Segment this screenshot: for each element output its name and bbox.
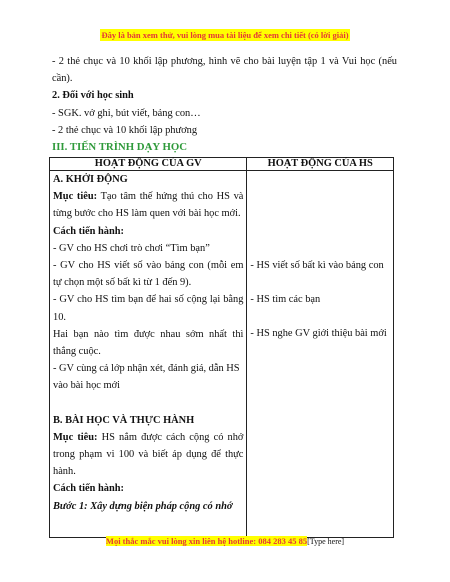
part-a-method-label: Cách tiến hành: bbox=[53, 225, 125, 237]
part-a-goal bbox=[53, 188, 243, 222]
hs-step-2: - HS tìm các bạn bbox=[250, 294, 321, 306]
gv-step-4: Hai bạn nào tìm được nhau sớm nhất thì thắng cuộc. bbox=[53, 328, 244, 358]
hs-step-3: - HS nghe GV giới thiệu bài mới bbox=[250, 328, 387, 340]
part-b-step-1: Bước 1: Xây dựng biện pháp cộng có nhớ bbox=[53, 500, 233, 512]
part-a-title: A. KHỞI ĐỘNG bbox=[53, 174, 128, 185]
part-b-title: B. BÀI HỌC VÀ THỰC HÀNH bbox=[53, 414, 195, 426]
gv-step-5: - GV cùng cả lớp nhận xét, đánh giá, dẫn HS vào bài học mới bbox=[53, 363, 240, 392]
footer-placeholder: [Type here] bbox=[307, 537, 345, 546]
footer-banner bbox=[0, 536, 450, 546]
materials-line-3: - 2 thẻ chục và 10 khối lập phương bbox=[52, 124, 198, 136]
hs-activities-cell bbox=[247, 171, 394, 538]
header-banner-text: Đây là bản xem thử, vui lòng mua tài liệu để xem chi tiết (có lời giải) bbox=[101, 30, 349, 40]
hs-column-header: HOẠT ĐỘNG CỦA HS bbox=[247, 158, 394, 171]
hs-step-1: - HS viết số bất kì vào bảng con bbox=[250, 260, 384, 271]
document-body bbox=[52, 53, 397, 156]
materials-line-1: - 2 thẻ chục và 10 khối lập phương, hình vẽ cho bài luyện tập 1 và Vui học (nếu cần). bbox=[52, 56, 397, 85]
table-row bbox=[50, 171, 394, 538]
footer-hotline: Mọi thắc mắc vui lòng xin liên hệ hotline: 084 283 45 85 bbox=[105, 536, 308, 546]
gv-activities-cell bbox=[50, 171, 247, 538]
table-header-row bbox=[50, 158, 394, 171]
student-materials-heading: 2. Đối với học sinh bbox=[52, 90, 134, 102]
gv-column-header: HOẠT ĐỘNG CỦA GV bbox=[50, 158, 247, 171]
goal-label: Mục tiêu: bbox=[53, 431, 98, 443]
goal-text: HS nắm được cách cộng có nhớ trong phạm vi 100 và biết áp dụng để thực hành. bbox=[53, 431, 244, 478]
part-b-goal bbox=[53, 429, 243, 481]
gv-step-1: - GV cho HS chơi trò chơi “Tìm bạn” bbox=[53, 242, 210, 254]
section-heading: III. TIẾN TRÌNH DẠY HỌC bbox=[52, 141, 188, 154]
gv-step-3: - GV cho HS tìm bạn để hai số cộng lại bằng 10. bbox=[53, 294, 244, 323]
lesson-plan-table bbox=[49, 157, 394, 538]
gv-step-2: - GV cho HS viết số vào bảng con (mỗi em tự chọn một số bất kì từ 1 đến 9). bbox=[53, 260, 244, 289]
materials-line-2: - SGK. vở ghi, bút viết, bảng con… bbox=[52, 107, 201, 119]
goal-label: Mục tiêu: bbox=[53, 191, 98, 203]
part-b-method-label: Cách tiến hành: bbox=[53, 483, 125, 495]
goal-text: Tạo tâm thế hứng thú cho HS và từng bước cho HS làm quen với bài học mới. bbox=[53, 191, 244, 220]
header-banner bbox=[0, 30, 450, 40]
